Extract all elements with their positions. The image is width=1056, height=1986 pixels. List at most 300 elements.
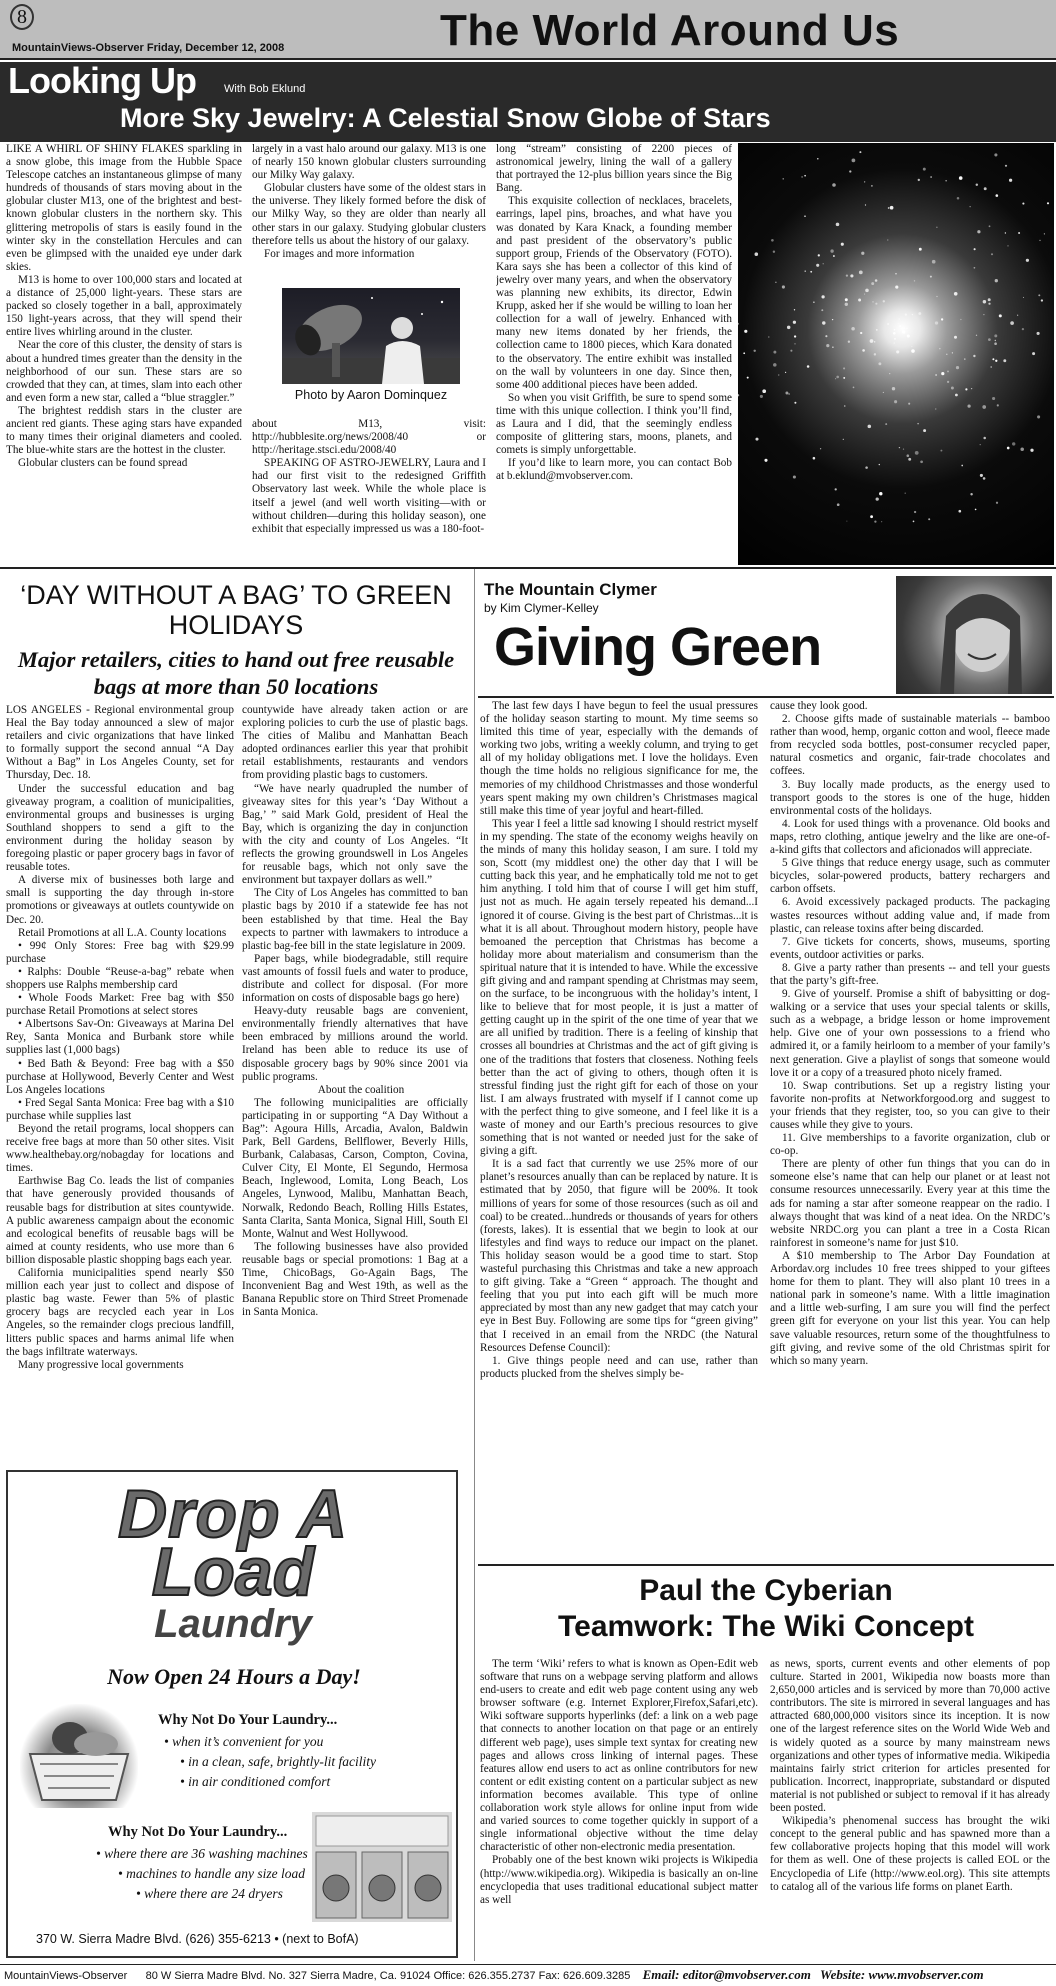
- paragraph: LOS ANGELES - Regional environmental group Heal the Bay today announced a slew of major retailers and civic organizations that have linked to formally support the second annual “A Day Without a Bag” in Los Angeles County, set for Thursday, Dec. 18.: [6, 704, 234, 782]
- star: [977, 230, 980, 233]
- looking-up-column-2-bottom: [252, 418, 486, 564]
- list-item: • when it’s convenient for you: [164, 1734, 324, 1749]
- star: [961, 465, 963, 467]
- star: [896, 350, 899, 353]
- star: [832, 319, 833, 320]
- star: [890, 206, 894, 210]
- paragraph: SPEAKING OF ASTRO-JEWELRY, Laura and I had our first visit to the redesigned Griffith Observatory last week. While the whole place is itself a jewel (and well worth visiting—with or without children—during this holiday season), one exhibit that especially impressed us was a 180-foot-: [252, 457, 486, 535]
- paragraph: The brightest reddish stars in the cluster are ancient red giants. These aging stars have expanded to many times their original diameters and cooled. The blue-white stars are the hottest in the cluster.: [6, 404, 242, 457]
- star: [935, 374, 937, 376]
- star: [872, 301, 873, 302]
- star: [835, 488, 837, 490]
- list-item: • in a clean, safe, brightly-lit facility: [180, 1754, 376, 1769]
- star: [1003, 359, 1006, 362]
- star: [845, 298, 848, 301]
- star: [879, 492, 882, 495]
- star: [898, 323, 899, 324]
- star: [807, 365, 810, 368]
- ad-name-line1: Drop A: [117, 1476, 349, 1552]
- star: [903, 449, 904, 450]
- star: [988, 338, 991, 341]
- star: [804, 215, 806, 217]
- paragraph: 6. Avoid excessively packaged products. The packaging wastes resources without adding value and, if made from plastic, can release toxins after being discarded.: [770, 896, 1050, 935]
- star: [1010, 321, 1014, 325]
- star: [997, 404, 999, 406]
- paragraph: as news, sports, current events and other elements of pop culture. Started in 2001, Wikipedia now boasts more than 2,650,000 articles and is serviced by more than 70,000 active contributors. The site is mirrored in several languages and has attracted 680,000,000 visitors since its inception. It is now one of the largest reference sites on the World Wide Web and is widely quoted as a source by many mainstream news organizations and other types of informative media. Wikipedia maintains fairly strict criterion for articles presented for publication. Incorrect, inappropriate, substandard or disputed material is not published or subject to removal if it has already been posted.: [770, 1658, 1050, 1815]
- star: [810, 271, 812, 273]
- star: [773, 363, 777, 367]
- star: [864, 181, 865, 182]
- paragraph: long “stream” consisting of 2200 pieces of astronomical jewelry, lining the wall of a gallery that portrayed the 12-plus billion years since the Big Bang.: [496, 143, 732, 195]
- list-item: • Bed Bath & Beyond: Free bag with a $50 purchase at Hollywood, Beverly Center and West Los Angeles locations: [6, 1057, 234, 1096]
- star: [773, 251, 775, 253]
- star: [895, 273, 896, 274]
- star: [805, 270, 806, 271]
- star: [988, 298, 991, 301]
- star: [899, 447, 900, 448]
- star: [833, 255, 835, 257]
- paragraph: 2. Choose gifts made of sustainable materials -- bamboo rather than wood, hemp, organic cotton and wool, fleece made from recycled soda bottles, post-consumer recycled paper, natural cosmetics and organic, fair-trade chocolates and coffees.: [770, 713, 1050, 778]
- star: [974, 267, 976, 269]
- star: [782, 285, 785, 288]
- star: [822, 321, 825, 324]
- ad-why-heading-2: Why Not Do Your Laundry...: [108, 1824, 288, 1840]
- telescope-photo: [282, 288, 460, 384]
- laundry-ad: [6, 1470, 458, 1958]
- star: [983, 437, 986, 440]
- star: [870, 339, 874, 343]
- star: [994, 334, 997, 337]
- laundry-basket-illustration: [20, 1704, 138, 1808]
- star: [773, 351, 776, 354]
- star: [874, 520, 876, 522]
- star: [816, 264, 819, 267]
- list-item: • Whole Foods Market: Free bag with $50 purchase Retail Promotions at select stores: [6, 992, 234, 1018]
- star: [744, 330, 747, 333]
- star: [874, 353, 876, 355]
- star: [794, 343, 795, 344]
- star: [785, 392, 788, 395]
- star: [875, 279, 878, 282]
- star: [747, 377, 749, 379]
- looking-up-column-2-top: [252, 143, 486, 283]
- star: [853, 387, 855, 389]
- star: [823, 263, 824, 264]
- star: [864, 294, 865, 295]
- star: [918, 179, 920, 181]
- star: [793, 321, 796, 324]
- star: [843, 367, 845, 369]
- star: [846, 274, 848, 276]
- star: [830, 249, 833, 252]
- star: [826, 344, 829, 347]
- photo-caption: Photo by Aaron Dominquez: [294, 388, 448, 402]
- star: [902, 330, 905, 333]
- star: [917, 423, 919, 425]
- star: [835, 378, 836, 379]
- washer-icon: [312, 1812, 452, 1922]
- star: [935, 408, 936, 409]
- star: [951, 387, 954, 390]
- star: [894, 400, 897, 403]
- bag-column-1: [6, 704, 234, 1444]
- star: [753, 350, 755, 352]
- clymer-headline: Giving Green: [494, 617, 822, 677]
- star: [989, 225, 991, 227]
- star: [994, 153, 997, 156]
- star: [935, 321, 938, 324]
- ad-why-heading-1: Why Not Do Your Laundry...: [158, 1712, 338, 1728]
- list-item: • where there are 36 washing machines: [96, 1846, 308, 1861]
- paragraph: 10. Swap contributions. Set up a registry listing your favorite non-profits at Networkforgood.org and suggest to your friends that they register, too, so you can give to their causes while they give to yours.: [770, 1079, 1050, 1131]
- star: [936, 227, 937, 228]
- telescope-illustration: [282, 288, 460, 384]
- star: [860, 332, 862, 334]
- footer-paper: MountainViews-Observer: [4, 1970, 128, 1982]
- star: [984, 187, 987, 190]
- star: [1037, 332, 1040, 335]
- list-item: • Ralphs: Double “Reuse-a-bag” rebate when shoppers use Ralphs membership card: [6, 965, 234, 991]
- star: [954, 292, 958, 296]
- ad-list-1: [158, 1732, 448, 1792]
- paragraph: M13 is home to over 100,000 stars and located at a distance of 25,000 light-years. These stars are packed so closely together in a ball, approximately 150 light-years across, that they will spend their entire lives whirling around in the cluster.: [6, 273, 242, 339]
- star: [964, 358, 965, 359]
- star: [1038, 294, 1040, 296]
- star: [738, 322, 739, 325]
- wiki-divider: [478, 1564, 1054, 1566]
- section-title: The World Around Us: [440, 6, 900, 55]
- star: [785, 372, 786, 373]
- star: [974, 248, 976, 250]
- author-headshot: [896, 576, 1052, 694]
- star: [941, 372, 944, 375]
- column-title: Looking Up: [8, 60, 196, 101]
- star: [1007, 447, 1010, 450]
- star: [859, 151, 861, 153]
- article-headline: More Sky Jewelry: A Celestial Snow Globe of Stars: [120, 103, 771, 133]
- clymer-header-rule: [478, 696, 1054, 698]
- list-item: • Albertsons Sav-On: Giveaways at Marina Del Rey, Santa Monica and Burbank store while supplies last (1,000 bags): [6, 1018, 234, 1057]
- paragraph: “We have nearly quadrupled the number of giveaway sites for this year’s ‘Day Without a Bag,’ ” said Mark Gold, president of Heal the Bay, which is organizing the day in conjunction with the city and county of Los Angeles. “It reflects the growing groundswell in Los Angeles for reusable bags, which not only save the environment but taxpayer dollars as well.”: [242, 782, 468, 887]
- star: [918, 312, 921, 315]
- star: [764, 459, 767, 462]
- star: [887, 323, 889, 325]
- list-item: • machines to handle any size load: [118, 1866, 305, 1881]
- star: [832, 346, 834, 348]
- star: [1047, 202, 1049, 204]
- star: [793, 475, 796, 478]
- clymer-column-1: [480, 700, 758, 1560]
- footer-email[interactable]: Email: editor@mvobserver.com: [642, 1967, 811, 1982]
- ad-list-2: [96, 1844, 326, 1904]
- star: [894, 338, 896, 340]
- star: [760, 395, 763, 398]
- star: [955, 394, 958, 397]
- star: [908, 458, 911, 461]
- paragraph: largely in a vast halo around our galaxy. M13 is one of nearly 150 known globular clusters surrounding our Milky Way galaxy.: [252, 143, 486, 182]
- star: [817, 158, 819, 160]
- star: [992, 397, 995, 400]
- star: [911, 346, 912, 347]
- star: [908, 403, 910, 405]
- star: [936, 296, 937, 297]
- star: [868, 425, 872, 429]
- star: [913, 521, 915, 523]
- star: [845, 303, 848, 306]
- footer-address: 80 W Sierra Madre Blvd. No. 327 Sierra Madre, Ca. 91024 Office: 626.355.2737 Fax: 626.609.3285: [145, 1970, 631, 1982]
- paragraph: The last few days I have begun to feel the usual pressures of the holiday season starting to mount. My time seems so limited this time of year, especially with the demands of working two jobs, writing a weekly column, and trying to get all of my holiday obligations met. I love the holidays. Even though the time holds no religious significance for me, the memories of my childhood Christmasses and those wonderful years spent making my own children’s Christmases magical still make this time of year joyful and heart-filled.: [480, 700, 758, 817]
- star: [903, 327, 905, 329]
- star: [999, 314, 1002, 317]
- star: [973, 355, 975, 357]
- star: [954, 336, 957, 339]
- star: [844, 405, 845, 406]
- star: [970, 493, 972, 495]
- star: [1044, 233, 1045, 234]
- footer: [4, 1967, 1054, 1983]
- star: [930, 176, 932, 178]
- star: [967, 404, 970, 407]
- star: [898, 318, 899, 319]
- star: [957, 197, 960, 200]
- paragraph: Earthwise Bag Co. leads the list of companies that have generously provided thousands of reusable bags for distribution at sites countywide. A public awareness campaign about the economic and ecological benefits of reusable bags will be aimed at county residents, who use more than 6 billion disposable plastic shopping bags each year.: [6, 1175, 234, 1266]
- paragraph: California municipalities spend nearly $50 million each year just to collect and dispose of plastic bag waste. Fewer than 5% of plastic grocery bags are recycled each year in Los Angeles, so the remainder clogs precious landfill, litters public spaces and harms animal life when the bags infiltrate waterways.: [6, 1267, 234, 1358]
- star: [865, 466, 868, 469]
- paragraph: about M13, visit: http://hubblesite.org/news/2008/40 or http://heritage.stsci.edu/2008/40: [252, 418, 486, 457]
- star: [940, 450, 942, 452]
- star: [794, 335, 796, 337]
- star: [923, 168, 926, 171]
- star: [983, 314, 984, 315]
- paragraph: 5 Give things that reduce energy usage, such as commuter bicycles, solar-powered products, battery rechargers and carbon offsets.: [770, 857, 1050, 896]
- star: [1017, 315, 1018, 316]
- star: [1020, 448, 1024, 452]
- star: [1009, 179, 1012, 182]
- wiki-headline: Teamwork: The Wiki Concept: [558, 1610, 974, 1643]
- star: [813, 301, 814, 302]
- paragraph: Retail Promotions at all L.A. County locations: [18, 926, 227, 939]
- clymer-kicker: The Mountain Clymer: [484, 580, 657, 599]
- star: [862, 349, 865, 352]
- star: [836, 376, 839, 379]
- star: [911, 349, 915, 353]
- star: [941, 318, 943, 320]
- star: [983, 300, 986, 303]
- ad-hours: Now Open 24 Hours a Day!: [107, 1664, 361, 1689]
- star: [861, 252, 864, 255]
- page-number: 8: [10, 4, 34, 30]
- star: [846, 521, 847, 522]
- star: [778, 374, 779, 375]
- star: [889, 373, 890, 374]
- star: [975, 509, 977, 511]
- star: [914, 511, 916, 513]
- clymer-byline: by Kim Clymer-Kelley: [484, 601, 599, 615]
- paragraph: It is a sad fact that currently we use 25% more of our planet’s resources anually than can be replaced by nature. It is estimated that by 2050, that figure will be 200%. It took millions of years for some of those resources (such as oil and coal) to be created...hundreds or thousands of years for others (forests, lakes). It is essential that we begin to look at our lifestyles and find ways to reduce our impact on the planet. This holiday season would be a good time to start. Stop wasteful purchasing this Christmas and take a new approach to gift giving. Take a “Green “ approach. The thought and feeling that you put into each gift will be much more appreciated by most than any new gadget that may catch your eye in Best Buy. Following are some tips for “green giving” that I received in an email from the NRDC (the Natural Resources Defense Council):: [480, 1158, 758, 1354]
- paragraph: LIKE A WHIRL OF SHINY FLAKES sparkling in a snow globe, this image from the Hubble Space Telescope catches an instantaneous glimpse of many hundreds of thousands of stars moving about in the globular cluster M13, one of the brightest and best-known globular clusters in the northern sky. This glittering metropolis of stars is easily found in the winter sky in the constellation Hercules and can even be glimpsed with the unaided eye under dark skies.: [6, 143, 242, 273]
- footer-rule: [0, 1964, 1056, 1965]
- star: [883, 392, 884, 393]
- star: [976, 183, 978, 185]
- star: [771, 239, 774, 242]
- paragraph: countywide have already taken action or are exploring policies to curb the use of plastic bags. The cities of Malibu and Manhattan Beach adopted ordinances earlier this year that prohibit retail establishments, restaurants and vendors from providing plastic bags to customers.: [242, 704, 468, 782]
- star: [825, 335, 827, 337]
- star: [865, 289, 869, 293]
- paragraph: Probably one of the best known wiki projects is Wikipedia (http://www.wikipedia.org). Wikipedia is basically an on-line encyclopedia that uses traditional educational subject matter as well: [480, 1854, 758, 1906]
- paragraph: Globular clusters can be found spread: [18, 457, 188, 470]
- star: [849, 170, 851, 172]
- paper-dateline: MountainViews-Observer Friday, December 12, 2008: [12, 42, 285, 54]
- star: [858, 299, 861, 302]
- star: [958, 510, 961, 513]
- star: [906, 328, 907, 329]
- paragraph: cause they look good.: [770, 700, 868, 712]
- star: [980, 444, 981, 445]
- m13-cluster-photo: [738, 143, 1054, 565]
- star: [818, 254, 820, 256]
- star: [790, 350, 792, 352]
- looking-up-column-3: [496, 143, 732, 563]
- star: [1037, 415, 1040, 418]
- section-divider: [0, 567, 1056, 569]
- paragraph: A $10 membership to The Arbor Day Foundation at Arbordav.org includes 10 free trees shipped to your giftees home for them to plant. They will also plant 10 trees in a national park in someone’s name. With a little imagination and a little web-surfing, I am sure you will find the perfect green gift for everyone on your list this year. You can help save valuable resources, return some of the thoughtfulness to gift giving, and revive some of the old Christmas spirit for which so many yearn.: [770, 1249, 1050, 1367]
- star: [939, 348, 941, 350]
- paragraph: The following businesses have also provided reusable bags or special promotions: 1 Bag at a Time, ChicoBags, Go-Again Bags, The Inconvenient Bag and West 19th, as well as the Banana Republic store on Third Street Promenade in Santa Monica.: [242, 1240, 468, 1319]
- star: [879, 464, 880, 465]
- star: [983, 477, 986, 480]
- list-item: • Fred Segal Santa Monica: Free bag with a $10 purchase while supplies last: [6, 1096, 234, 1122]
- star: [821, 295, 824, 298]
- paragraph: 3. Buy locally made products, as the energy used to transport goods to the stores is one of the huge, hidden environmental costs of the holidays.: [770, 778, 1050, 817]
- star: [988, 303, 990, 305]
- star: [837, 503, 840, 506]
- star: [1012, 442, 1015, 445]
- star: [923, 429, 926, 432]
- star: [1005, 232, 1006, 233]
- star: [995, 360, 997, 362]
- paragraph: So when you visit Griffith, be sure to spend some time with this unique collection. I think you’ll find, as Laura and I did, that the seemingly endless composite of glittering stars, moons, planets, and comets is simply unforgettable.: [496, 391, 732, 457]
- wiki-column-1: [480, 1658, 758, 1962]
- star: [928, 518, 930, 520]
- wiki-column-2: [770, 1658, 1050, 1962]
- star: [876, 497, 879, 500]
- paragraph: The following municipalities are officially participating in or supporting “A Day Without a Bag”: Agoura Hills, Arcadia, Avalon, Baldwin Park, Bell Gardens, Bellflower, Beverly Hills, Burbank, Calabasas, Carson, Compton, Covina, Culver City, El Monte, El Segundo, Hermosa Beach, Inglewood, Lomita, Long Beach, Los Angeles, Lynwood, Malibu, Manhattan Beach, Norwalk, Redondo Beach, Rolling Hills Estates, Santa Clarita, Santa Monica, Signal Hill, South El Monte, Walnut and West Hollywood.: [242, 1096, 468, 1240]
- column-byline: With Bob Eklund: [224, 83, 306, 95]
- star: [851, 327, 855, 331]
- star: [870, 515, 873, 518]
- star: [990, 366, 992, 368]
- headshot-illustration: [896, 576, 1052, 694]
- star: [876, 329, 878, 331]
- star: [852, 159, 856, 163]
- starfield-illustration: [738, 143, 1054, 565]
- star: [787, 326, 790, 329]
- star: [859, 271, 863, 275]
- star: [885, 423, 887, 425]
- clymer-column-2: [770, 700, 1050, 1560]
- paragraph: For images and more information: [264, 247, 415, 260]
- bag-column-2: [242, 704, 468, 1444]
- paragraph: Near the core of this cluster, the density of stars is about a hundred times greater than the density in the neighborhood of our sun. These stars are so crowded that they can, at times, slam into each other and even form a new star, called a “blue straggler.”: [6, 339, 242, 404]
- paragraph: Paper bags, while biodegradable, still require vast amounts of fossil fuels and water to produce, distribute and collect for disposal. (For more information on costs of disposable bags go here): [242, 952, 468, 1005]
- list-item: • where there are 24 dryers: [136, 1886, 283, 1901]
- subheading: About the coalition: [317, 1083, 405, 1096]
- star: [875, 303, 877, 305]
- bag-headline: ‘DAY WITHOUT A BAG’ TO GREEN HOLIDAYS: [20, 580, 452, 640]
- star: [912, 314, 913, 315]
- paragraph: 11. Give memberships to a favorite organization, club or co-op.: [770, 1132, 1050, 1158]
- bag-subhead: Major retailers, cities to hand out free reusable bags at more than 50 locations: [17, 647, 455, 699]
- star: [821, 309, 823, 311]
- star: [996, 502, 998, 504]
- star: [820, 448, 821, 449]
- star: [892, 387, 895, 390]
- paragraph: Under the successful education and bag giveaway program, a coalition of municipalities, environmental groups and businesses is urging Southland shoppers to send a gift to the environment during the holiday season by foregoing plastic or paper grocery bags in favor of reusable totes.: [6, 782, 234, 874]
- paragraph: Wikipedia’s phenomenal success has brought the wiki concept to the general public and has spawned more than a few collaborative projects hoping that this model will work for them as well. One of these projects is called EOL or the Encyclopedia of Life (http://www.eol.org). This site attempts to catalog all of the various life forms on planet Earth.: [770, 1815, 1050, 1893]
- star: [893, 332, 896, 335]
- star: [848, 341, 850, 343]
- star: [960, 319, 961, 320]
- star: [1030, 449, 1033, 452]
- ad-name-line2: Load: [151, 1534, 315, 1610]
- star: [907, 334, 910, 337]
- star: [1007, 245, 1008, 246]
- star: [959, 176, 963, 180]
- star: [995, 279, 998, 282]
- star: [965, 388, 967, 390]
- star: [871, 282, 874, 285]
- star: [1041, 299, 1043, 301]
- star: [930, 276, 932, 278]
- star: [1018, 232, 1020, 234]
- paragraph: 8. Give a party rather than presents -- and tell your guests that the party’s gift-free.: [770, 961, 1050, 987]
- looking-up-column-1: [6, 143, 242, 563]
- star: [1026, 259, 1029, 262]
- paragraph: 9. Give of yourself. Promise a shift of babysitting or dog-walking or a service that uses your special talents or skills, such as a webpage, a bridge lesson or home improvement help. Give one of your own possessions to a friend who admired it, or a family heirloom to a member of your family’s next generation. Give a playlist of songs that someone would love it or a copy of a treasured photo nicely framed.: [770, 988, 1050, 1079]
- wiki-kicker: Paul the Cyberian: [639, 1574, 893, 1607]
- paragraph: 1. Give things people need and can use, rather than products plucked from the shelves simply be-: [480, 1354, 758, 1380]
- basket-icon: [20, 1704, 138, 1808]
- star: [1022, 328, 1024, 330]
- star: [738, 394, 739, 396]
- star: [976, 335, 977, 336]
- star: [888, 207, 890, 209]
- star: [970, 206, 971, 207]
- paragraph: The City of Los Angeles has committed to ban plastic bags by 2010 if a statewide fee has not been established by that time. Heal the Bay expects to partner with lawmakers to introduce a plastic bag-fee bill in the state legislature in 2009.: [242, 887, 468, 952]
- star: [992, 358, 994, 360]
- star: [914, 280, 915, 281]
- star: [755, 252, 759, 256]
- star: [905, 313, 907, 315]
- star: [841, 243, 844, 246]
- paragraph: 4. Look for used things with a provenance. Old books and maps, retro clothing, antique jewelry and the like are one-of-a-kind gifts that collectors and aficionados will appreciate.: [770, 817, 1050, 857]
- star: [996, 194, 999, 197]
- star: [991, 253, 993, 255]
- footer-website[interactable]: Website: www.mvobserver.com: [820, 1967, 984, 1982]
- star: [843, 439, 844, 440]
- star: [947, 370, 949, 372]
- star: [836, 223, 840, 227]
- star: [881, 521, 882, 522]
- ad-name-line3: Laundry: [154, 1602, 312, 1646]
- star: [794, 402, 796, 404]
- star: [915, 451, 919, 455]
- star: [919, 248, 922, 251]
- paragraph: Globular clusters have some of the oldest stars in the universe. They likely formed before the disk of our Milky Way, so they are older than nearly all other stars in our galaxy. Studying globular clusters therefore tells us about the history of our galaxy.: [252, 182, 486, 247]
- star: [1022, 203, 1024, 205]
- star: [980, 474, 983, 477]
- star: [894, 343, 895, 344]
